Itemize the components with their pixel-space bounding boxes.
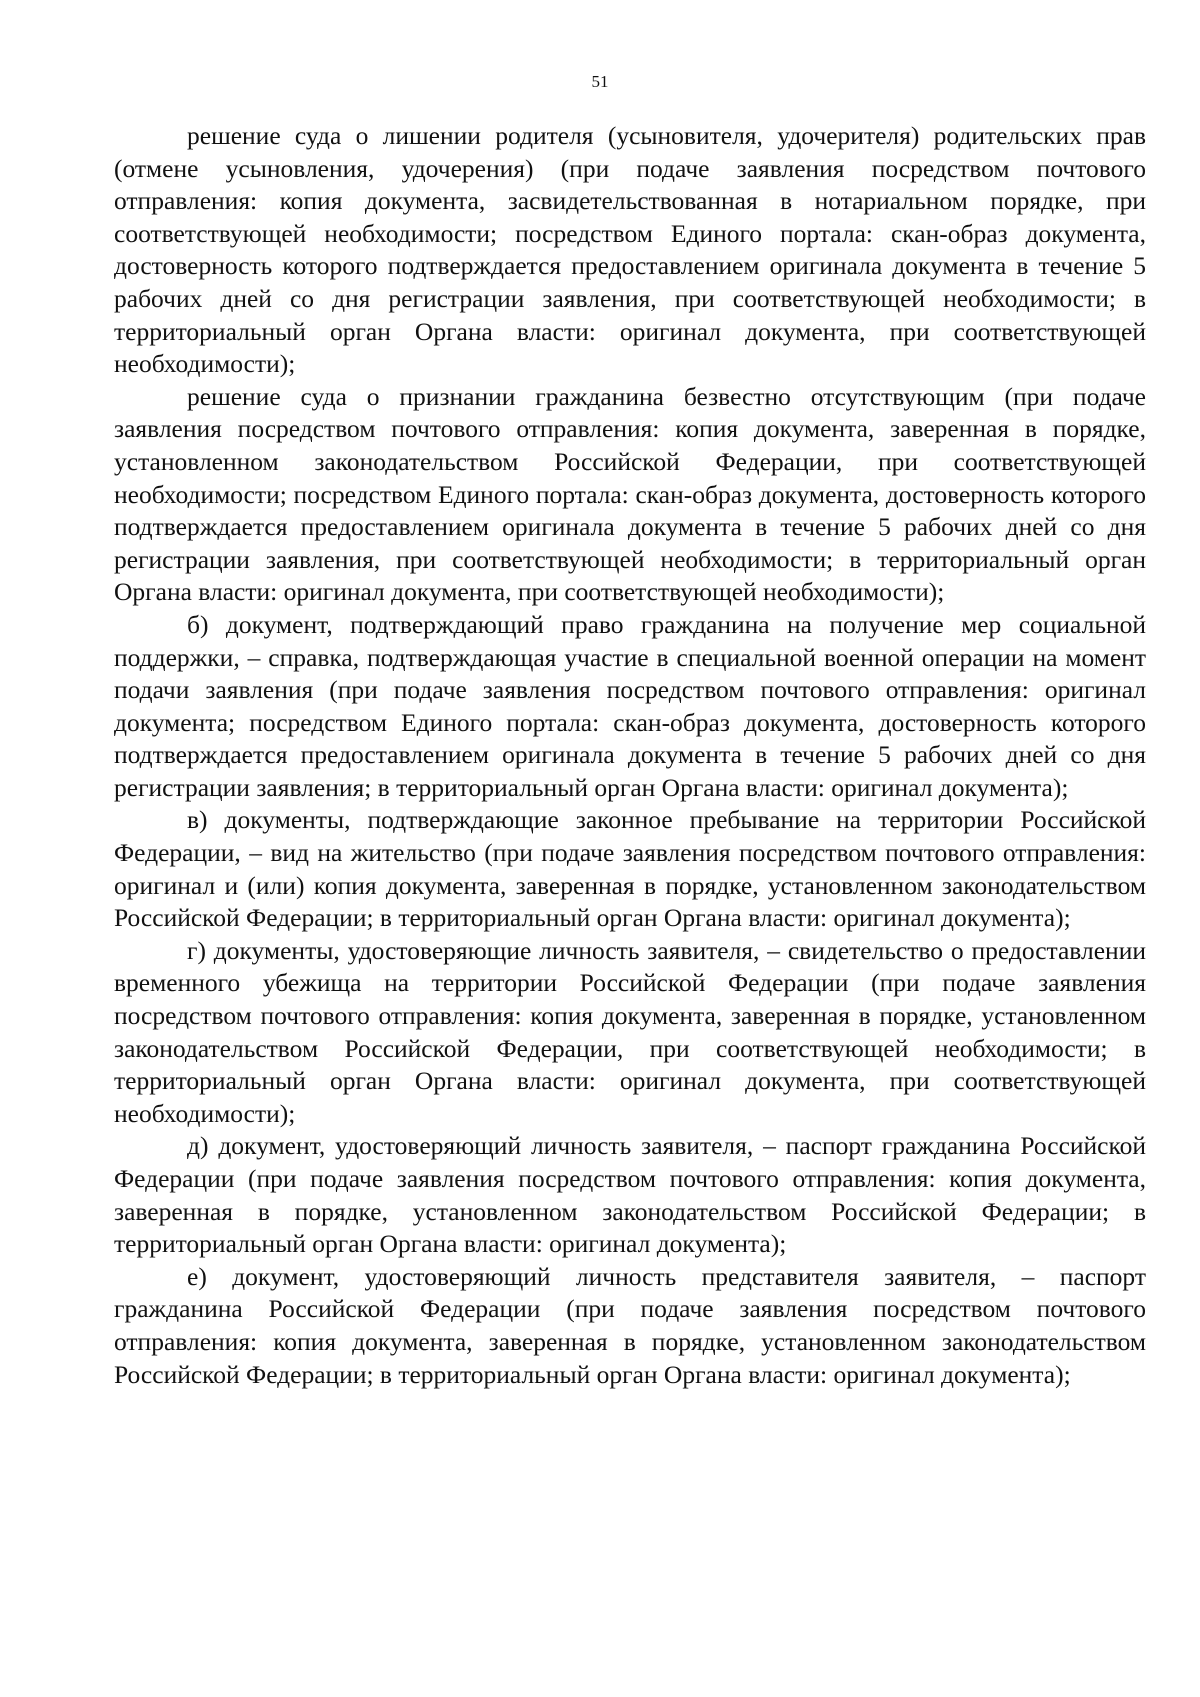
paragraph-item-b: б) документ, подтверждающий право гражданина на получение мер социальной поддержки, – справка, подтверждающая участие в специальной военной операции на момент подачи заявления (при подаче заявления посредством почтового отправления: оригинал документа; посредством Единого портала: скан-образ документа, достоверность которого подтверждается предоставлением оригинала документа в течение 5 рабочих дней со дня регистрации заявления; в территориальный орган Органа власти: оригинал документа); <box>114 609 1146 802</box>
document-body <box>114 120 1146 1391</box>
paragraph-item-g: г) документы, удостоверяющие личность заявителя, – свидетельство о предоставлении временного убежища на территории Российской Федерации (при подаче заявления посредством почтового отправления: копия документа, заверенная в порядке, установленном законодательством Российской Федерации, при соответствующей необходимости; в территориальный орган Органа власти: оригинал документа, при соответствующей необходимости); <box>114 935 1146 1128</box>
paragraph-item-d: д) документ, удостоверяющий личность заявителя, – паспорт гражданина Российской Федерации (при подаче заявления посредством почтового отправления: копия документа, заверенная в порядке, установленном законодательством Российской Федерации; в территориальный орган Органа власти: оригинал документа); <box>114 1131 1146 1259</box>
paragraph-item-v: в) документы, подтверждающие законное пребывание на территории Российской Федерации, – вид на жительство (при подаче заявления посредством почтового отправления: оригинал и (или) копия документа, заверенная в порядке, установленном законодательством Российской Федерации; в территориальный орган Органа власти: оригинал документа); <box>114 805 1146 933</box>
paragraph-court-missing-person: решение суда о признании гражданина безвестно отсутствующим (при подаче заявления посредством почтового отправления: копия документа, заверенная в порядке, установленном законодательством Российской Федерации, при соответствующей необходимости; посредством Единого портала: скан-образ документа, достоверность которого подтверждается предоставлением оригинала документа в течение 5 рабочих дней со дня регистрации заявления, при соответствующей необходимости; в территориальный орган Органа власти: оригинал документа, при соответствующей необходимости); <box>114 381 1146 607</box>
paragraph-item-e: е) документ, удостоверяющий личность представителя заявителя, – паспорт гражданина Российской Федерации (при подаче заявления посредством почтового отправления: копия документа, заверенная в порядке, установленном законодательством Российской Федерации; в территориальный орган Органа власти: оригинал документа); <box>114 1261 1146 1389</box>
paragraph-court-deprivation-rights: решение суда о лишении родителя (усыновителя, удочерителя) родительских прав (отмене усыновления, удочерения) (при подаче заявления посредством почтового отправления: копия документа, засвидетельствованная в нотариальном порядке, при соответствующей необходимости; посредством Единого портала: скан-образ документа, достоверность которого подтверждается предоставлением оригинала документа в течение 5 рабочих дней со дня регистрации заявления, при соответствующей необходимости; в территориальный орган Органа власти: оригинал документа, при соответствующей необходимости); <box>114 121 1146 379</box>
page-number: 51 <box>591 72 609 91</box>
